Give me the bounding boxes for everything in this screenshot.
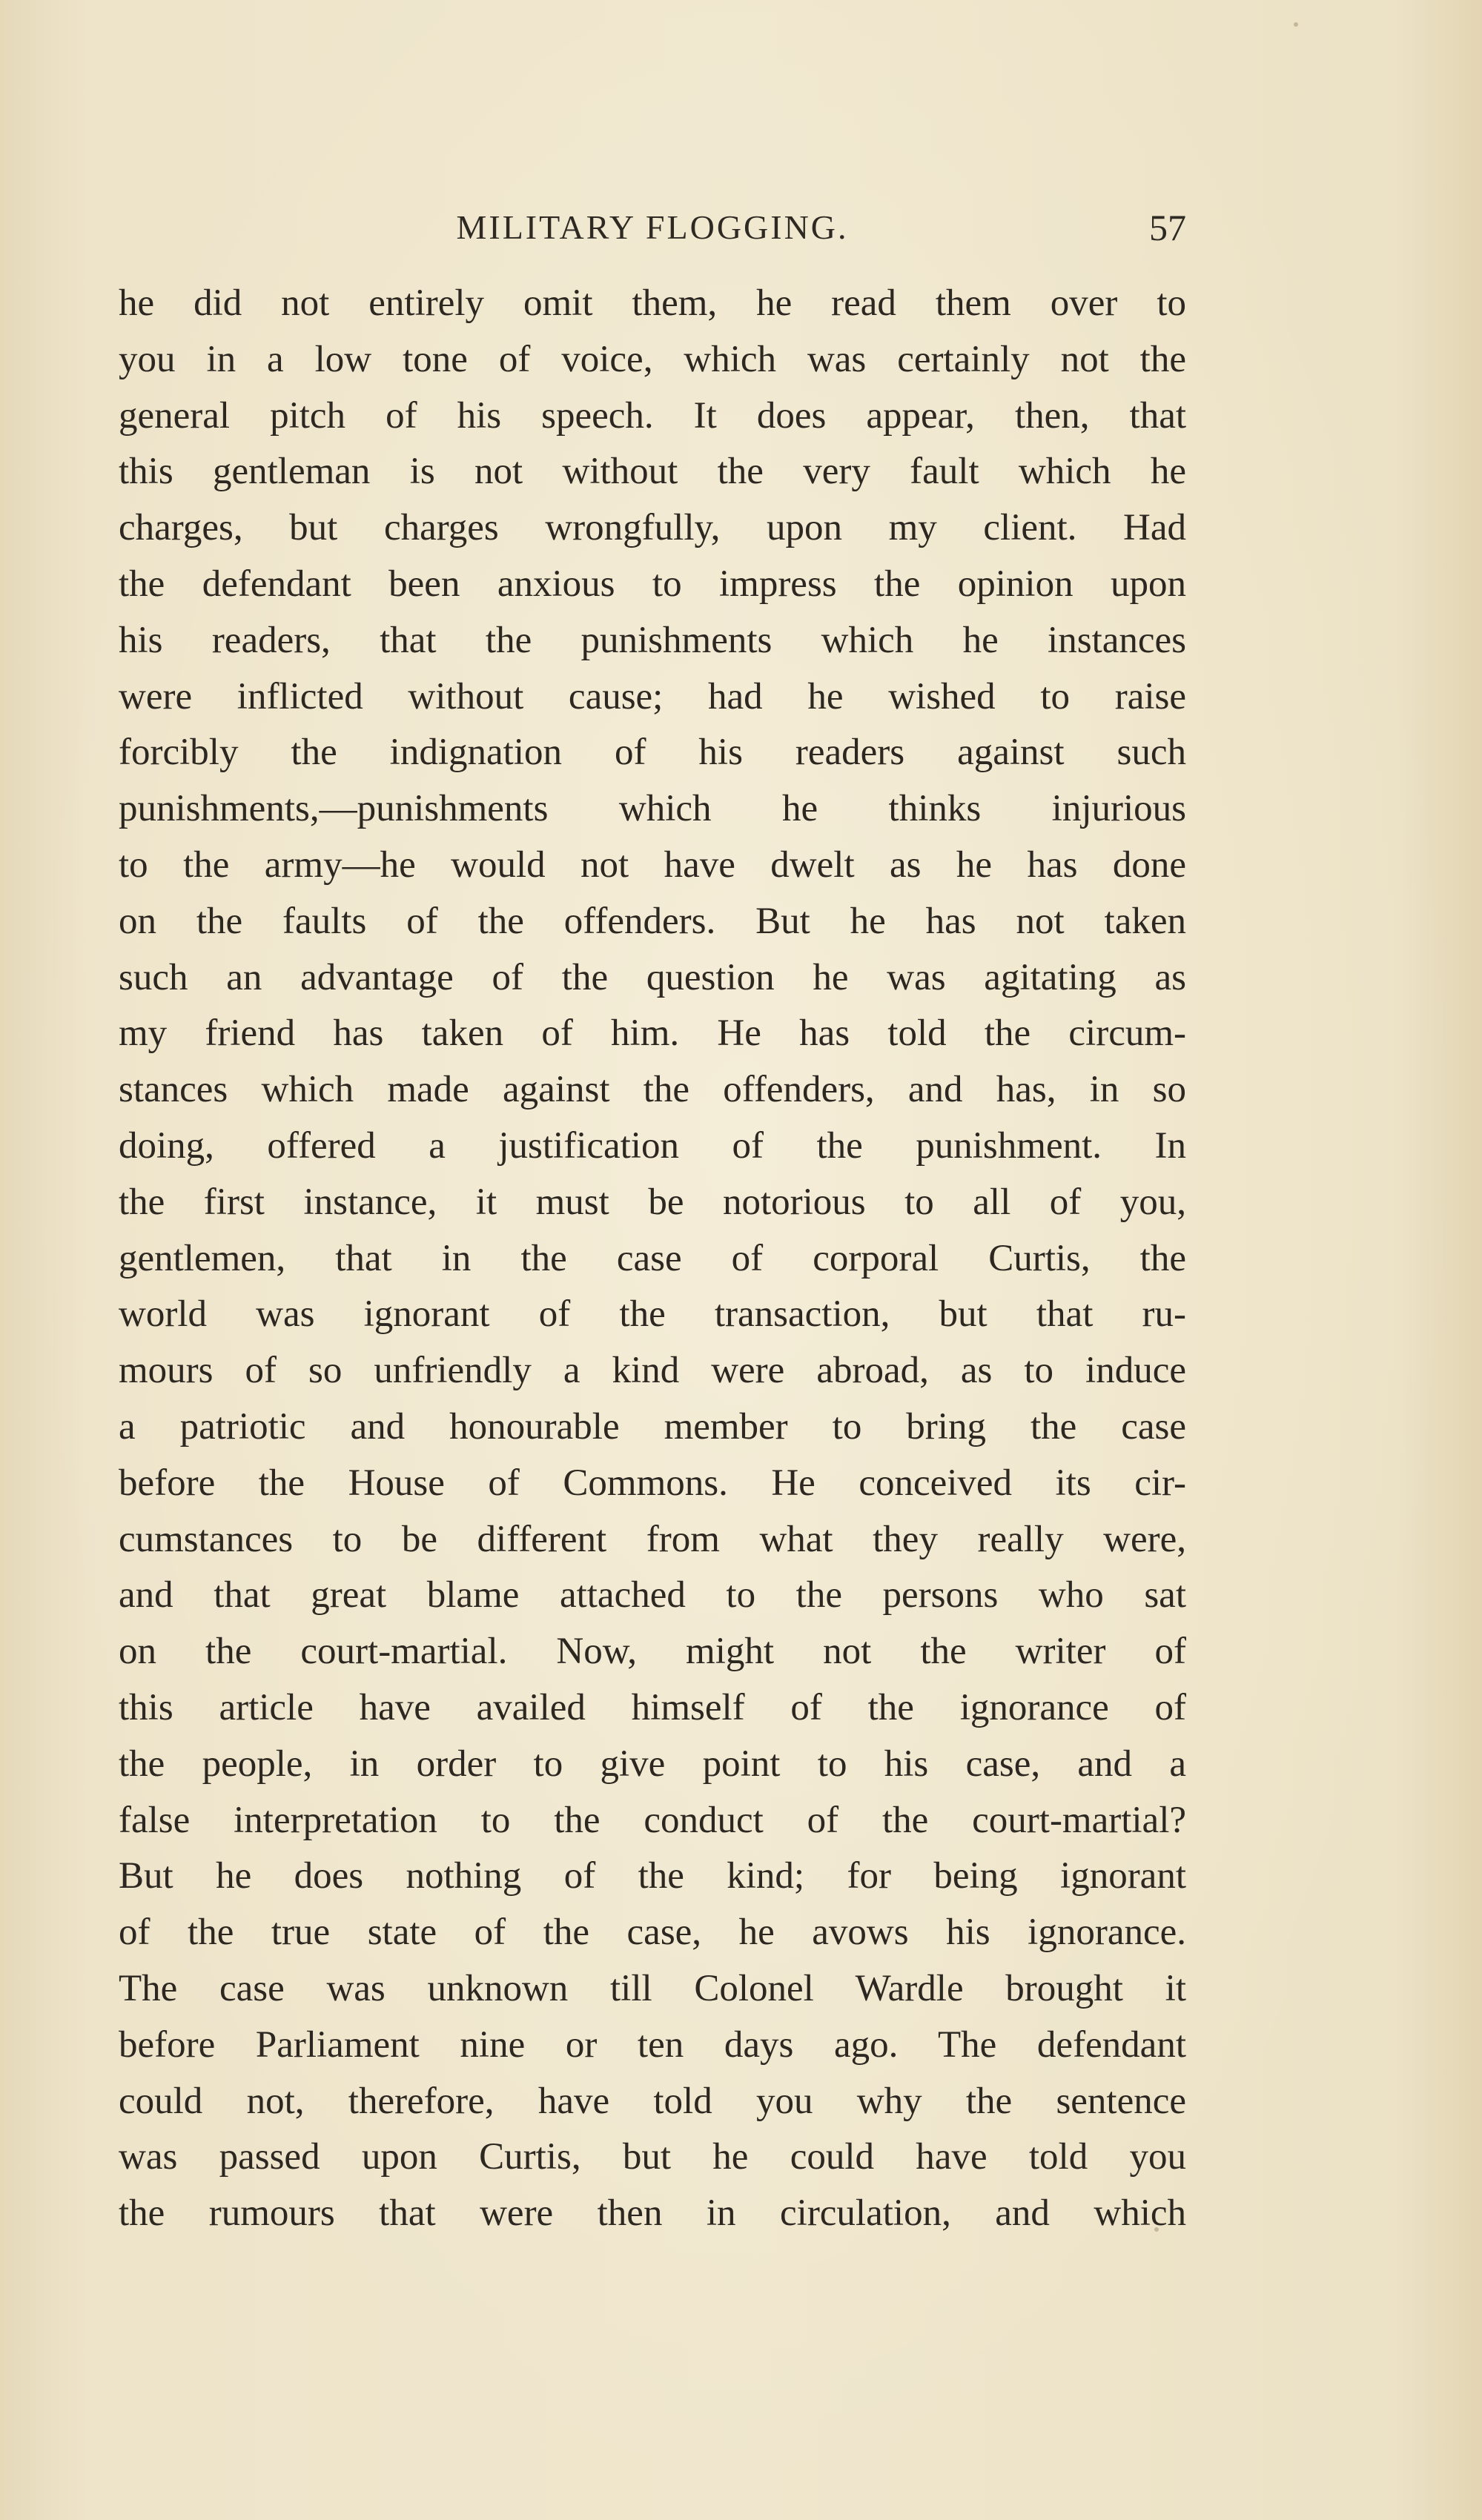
running-head bbox=[119, 202, 1186, 253]
text-line: doing, offered a justification of the punishment. In bbox=[119, 1124, 1186, 1167]
paper-speck bbox=[1294, 22, 1298, 27]
text-line: The case was unknown till Colonel Wardle brought it bbox=[119, 1967, 1186, 2009]
text-line: cumstances to be different from what they really were, bbox=[119, 1518, 1186, 1560]
text-line: you in a low tone of voice, which was certainly not the bbox=[119, 338, 1186, 380]
text-line: he did not entirely omit them, he read them over to bbox=[119, 282, 1186, 324]
text-line: stances which made against the offenders, and has, in so bbox=[119, 1069, 1186, 1111]
text-line: charges, but charges wrongfully, upon my client. Had bbox=[119, 507, 1186, 549]
text-line: to the army—he would not have dwelt as he has done bbox=[119, 843, 1186, 886]
text-line: world was ignorant of the transaction, but that ru- bbox=[119, 1293, 1186, 1336]
text-line: and that great blame attached to the persons who sat bbox=[119, 1574, 1186, 1617]
text-line: on the faults of the offenders. But he has not taken bbox=[119, 900, 1186, 942]
text-line: this gentleman is not without the very fault which he bbox=[119, 451, 1186, 493]
running-title: MILITARY FLOGGING. bbox=[456, 208, 849, 246]
text-line: before the House of Commons. He conceived its cir- bbox=[119, 1462, 1186, 1504]
page-number: 57 bbox=[1149, 207, 1186, 248]
text-line: before Parliament nine or ten days ago. The defendant bbox=[119, 2023, 1186, 2066]
text-line: the people, in order to give point to his case, and a bbox=[119, 1743, 1186, 1785]
text-line: a patriotic and honourable member to bring the case bbox=[119, 1405, 1186, 1448]
text-line: false interpretation to the conduct of the court-martial? bbox=[119, 1799, 1186, 1841]
text-line: this article have availed himself of the ignorance of bbox=[119, 1686, 1186, 1728]
text-line: were inflicted without cause; had he wished to raise bbox=[119, 675, 1186, 717]
text-line: his readers, that the punishments which he instances bbox=[119, 619, 1186, 661]
text-line: But he does nothing of the kind; for being ignorant bbox=[119, 1855, 1186, 1897]
text-line: could not, therefore, have told you why the sentence bbox=[119, 2080, 1186, 2122]
text-line: punishments,—punishments which he thinks injurious bbox=[119, 788, 1186, 830]
text-line: such an advantage of the question he was agitating as bbox=[119, 956, 1186, 998]
text-line: mours of so unfriendly a kind were abroad, as to induce bbox=[119, 1350, 1186, 1392]
text-line: my friend has taken of him. He has told the circum- bbox=[119, 1012, 1186, 1055]
text-line: general pitch of his speech. It does appear, then, that bbox=[119, 394, 1186, 437]
text-line: the rumours that were then in circulation, and which bbox=[119, 2192, 1186, 2235]
text-line: forcibly the indignation of his readers against such bbox=[119, 732, 1186, 774]
text-line: the defendant been anxious to impress the opinion upon bbox=[119, 563, 1186, 605]
text-line: on the court-martial. Now, might not the writer of bbox=[119, 1631, 1186, 1673]
body-text bbox=[119, 276, 1186, 2242]
text-line: of the true state of the case, he avows his ignorance. bbox=[119, 1911, 1186, 1954]
text-line: the first instance, it must be notorious to all of you, bbox=[119, 1181, 1186, 1223]
text-line: gentlemen, that in the case of corporal Curtis, the bbox=[119, 1237, 1186, 1279]
text-line: was passed upon Curtis, but he could have told you bbox=[119, 2136, 1186, 2178]
